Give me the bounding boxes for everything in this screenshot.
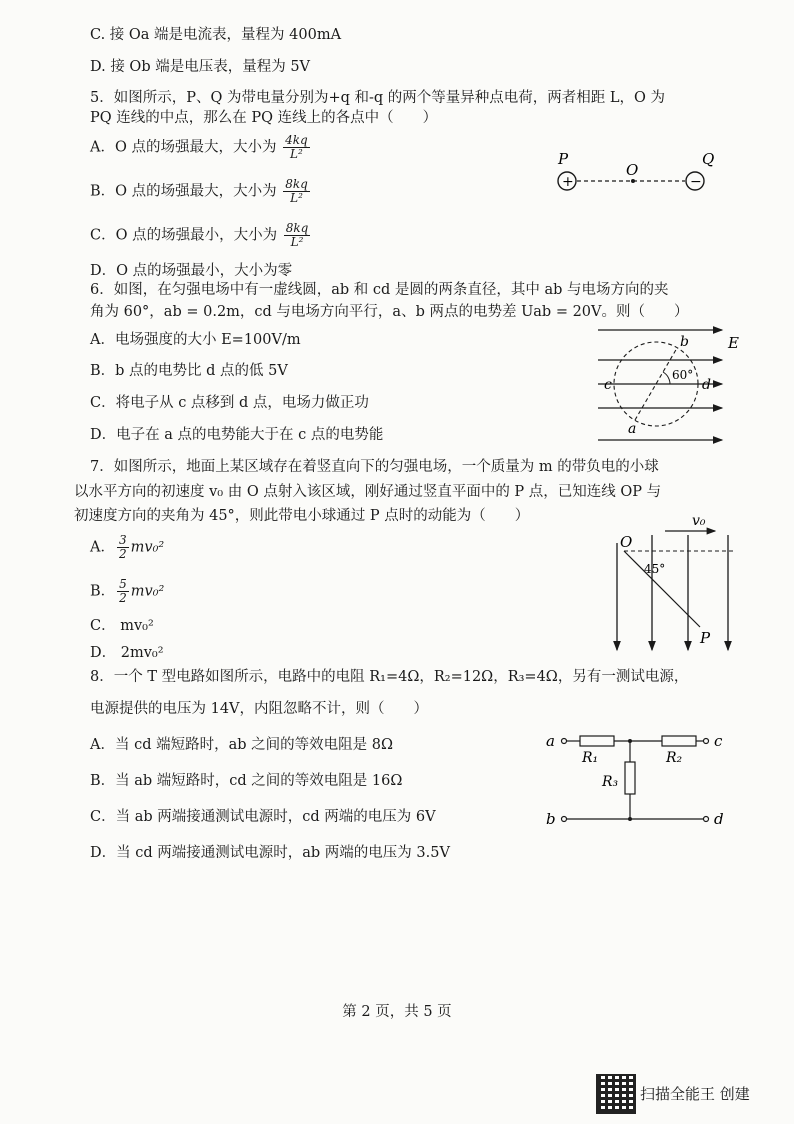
q8-stem-line1: 8．一个 T 型电路如图所示，电路中的电阻 R₁=4Ω，R₂=12Ω，R₃=4Ω，另有一测试电源， [90,669,689,685]
q7-option-a-tail: mv₀² [130,539,165,556]
q8-label-r1: R₁ [582,750,599,766]
q5-option-a [90,134,312,161]
q6-label-e: E [728,334,739,352]
q5-midpoint-o [631,179,635,183]
q5-option-b [90,178,312,205]
q7-label-o: O [620,533,633,551]
q8-resistor-r3 [625,762,635,794]
q7-option-b-label: B． [90,583,116,600]
q5-option-b-fraction: $\frac{8kq}{\text{L²}}$ [285,177,308,205]
q7-stem-line3: 初速度方向的夹角为 45°，则此带电小球通过 P 点时的动能为（ ） [74,508,530,524]
q5-fig-label-q: Q [702,150,715,168]
q5-option-c-text: C．O 点的场强最小，大小为 [90,227,278,244]
q6-figure [590,322,740,452]
q5-figure [550,148,720,198]
q7-option-d: D． 2mv₀² [90,645,164,661]
q7-option-a-label: A． [90,539,115,556]
q7-option-c: C． mv₀² [90,618,154,634]
q6-angle-label: 60° [672,368,694,382]
q4-option-c: C. 接 Oa 端是电流表，量程为 400mA [90,27,342,43]
qr-code-icon [596,1074,636,1114]
q8-terminal-b [562,817,567,822]
q5-option-a-text: A．O 点的场强最大，大小为 [90,139,277,156]
q7-field-lines [617,535,728,650]
q8-label-c: c [714,732,723,750]
page-footer: 第 2 页，共 5 页 [342,1004,452,1020]
q8-option-a: A．当 cd 端短路时，ab 之间的等效电阻是 8Ω [90,737,393,753]
q6-stem-line2: 角为 60°，ab = 0.2m，cd 与电场方向平行，a、b 两点的电势差 Uab = 20V。则（ ） [90,304,689,320]
q5-minus-sign: − [690,174,702,190]
q7-stem-line1: 7．如图所示，地面上某区域存在着竖直向下的匀强电场，一个质量为 m 的带负电的小球 [90,459,659,475]
q8-terminal-d [704,817,709,822]
q6-option-d: D．电子在 a 点的电势能大于在 c 点的电势能 [90,427,384,443]
q6-option-a: A．电场强度的大小 E=100V/m [90,332,301,348]
q5-fig-label-p: P [558,150,569,168]
q8-option-b: B．当 ab 端短路时，cd 之间的等效电阻是 16Ω [90,773,403,789]
q6-option-c: C．将电子从 c 点移到 d 点，电场力做正功 [90,395,369,411]
q5-option-a-fraction: $\frac{4kq}{\text{L²}}$ [285,133,308,161]
q8-label-r3: R₃ [602,774,619,790]
q5-option-d: D．O 点的场强最小，大小为零 [90,263,293,279]
q8-stem-line2: 电源提供的电压为 14V，内阻忽略不计，则（ ） [90,701,429,717]
q8-resistor-r1 [580,736,614,746]
q7-option-b-fraction: $\frac{5}{2}$ [119,577,127,605]
q6-label-d: d [702,377,711,393]
q7-figure [600,505,750,655]
q7-label-p: P [700,629,711,647]
q6-label-a: a [628,421,637,437]
q7-option-b [90,578,164,605]
q7-option-b-tail: mv₀² [130,583,165,600]
q8-label-r2: R₂ [666,750,683,766]
q7-label-v0: v₀ [692,513,706,529]
q8-label-a: a [546,732,555,750]
q7-stem-line2: 以水平方向的初速度 v₀ 由 O 点射入该区域，刚好通过竖直平面中的 P 点，已知连线 OP 与 [74,484,662,500]
q6-option-b: B．b 点的电势比 d 点的低 5V [90,363,288,379]
scanner-brand: 扫描全能王 创建 [640,1085,750,1103]
q6-label-b: b [680,334,689,350]
q8-circuit-figure [540,724,730,834]
q8-option-c: C．当 ab 两端接通测试电源时，cd 两端的电压为 6V [90,809,436,825]
q5-option-b-text: B．O 点的场强最大，大小为 [90,183,277,200]
q5-stem-line1: 5．如图所示，P、Q 为带电量分别为+q 和-q 的两个等量异种点电荷，两者相距 L，O 为 [90,90,666,106]
q8-label-b: b [546,810,556,828]
q7-option-a [90,534,164,561]
q7-option-a-fraction: $\frac{3}{2}$ [118,533,127,561]
q8-option-d: D．当 cd 两端接通测试电源时，ab 两端的电压为 3.5V [90,845,450,861]
q5-stem-line2: PQ 连线的中点，那么在 PQ 连线上的各点中（ ） [90,110,438,126]
q8-terminal-c [704,739,709,744]
q5-plus-sign: + [562,174,574,190]
q4-option-d: D. 接 Ob 端是电压表，量程为 5V [90,59,311,75]
q5-option-c-fraction: $\frac{8kq}{\text{L²}}$ [285,221,309,249]
q8-resistor-r2 [662,736,696,746]
q8-label-d: d [714,810,724,828]
q6-angle-arc [663,372,670,384]
q6-stem-line1: 6．如图，在匀强电场中有一虚线圆，ab 和 cd 是圆的两条直径，其中 ab 与电场方向的夹 [90,282,669,298]
q8-terminal-a [562,739,567,744]
q7-angle-label: 45° [644,562,666,576]
q6-label-c: c [604,377,612,393]
q5-fig-label-o: O [626,161,639,179]
q5-option-c [90,222,312,249]
